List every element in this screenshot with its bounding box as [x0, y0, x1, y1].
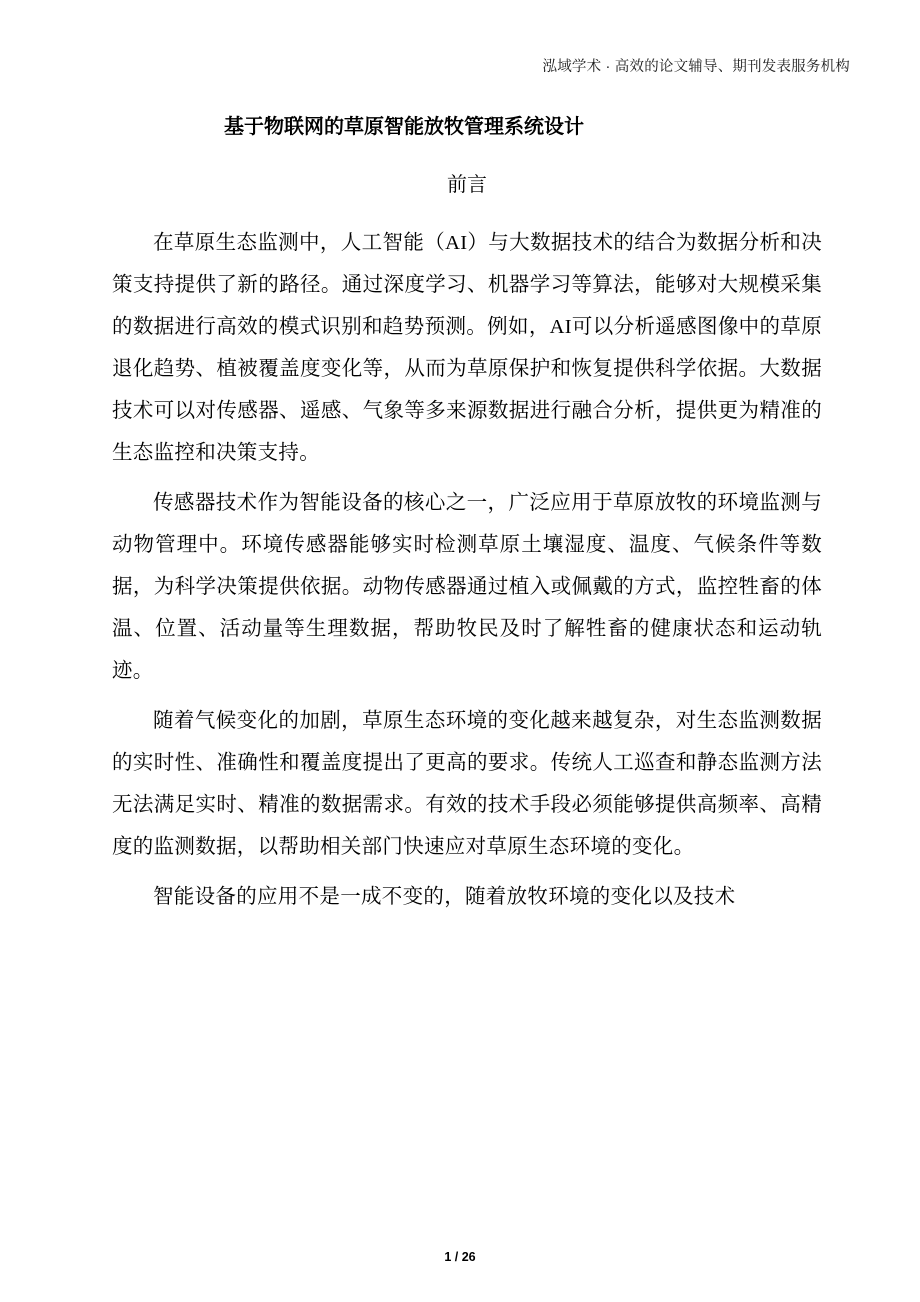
- page-header-branding: 泓域学术 · 高效的论文辅导、期刊发表服务机构: [542, 59, 850, 75]
- paragraph: 随着气候变化的加剧，草原生态环境的变化越来越复杂，对生态监测数据的实时性、准确性和覆盖度提出了更高的要求。传统人工巡查和静态监测方法无法满足实时、精准的数据需求。有效的技术手段必须能够提供高频率、高精度的监测数据，以帮助相关部门快速应对草原生态环境的变化。: [112, 710, 822, 858]
- document-body: [112, 112, 822, 926]
- page-title: 基于物联网的草原智能放牧管理系统设计: [224, 116, 584, 138]
- paragraph: 传感器技术作为智能设备的核心之一，广泛应用于草原放牧的环境监测与动物管理中。环境传感器能够实时检测草原土壤湿度、温度、气候条件等数据，为科学决策提供依据。动物传感器通过植入或佩戴的方式，监控牲畜的体温、位置、活动量等生理数据，帮助牧民及时了解牲畜的健康状态和运动轨迹。: [112, 492, 822, 682]
- paragraph: 智能设备的应用不是一成不变的，随着放牧环境的变化以及技术: [153, 886, 736, 908]
- paragraph: 在草原生态监测中，人工智能（AI）与大数据技术的结合为数据分析和决策支持提供了新的路径。通过深度学习、机器学习等算法，能够对大规模采集的数据进行高效的模式识别和趋势预测。例如，AI可以分析遥感图像中的草原退化趋势、植被覆盖度变化等，从而为草原保护和恢复提供科学依据。大数据技术可以对传感器、遥感、气象等多来源数据进行融合分析，提供更为精准的生态监控和决策支持。: [112, 232, 822, 464]
- page-number: 1 / 26: [444, 1250, 476, 1264]
- section-heading: 前言: [447, 174, 487, 196]
